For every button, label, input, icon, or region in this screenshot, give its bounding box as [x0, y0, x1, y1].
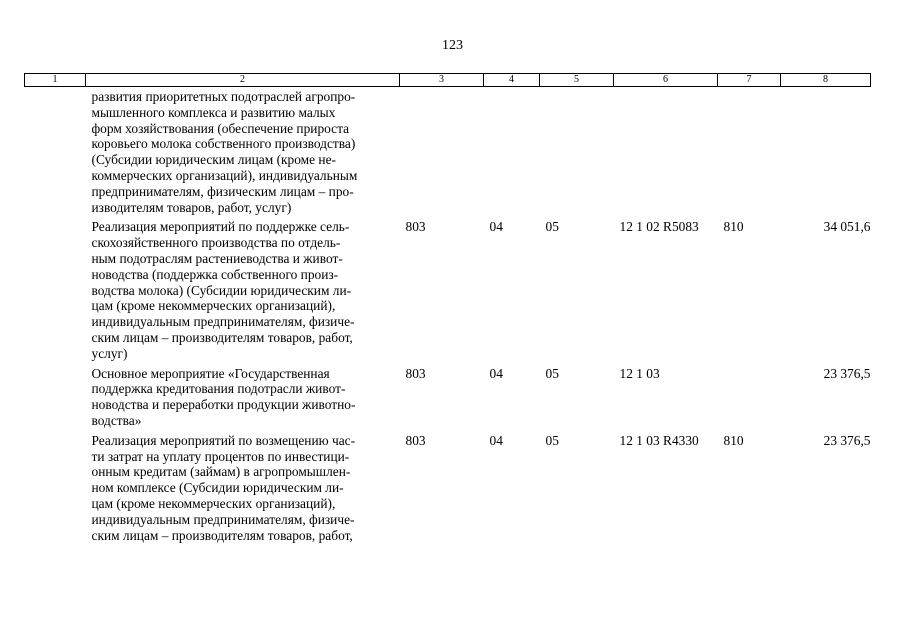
expense-type-code — [718, 364, 781, 431]
expense-type-code: 810 — [723, 432, 744, 448]
row-number-cell — [25, 431, 86, 546]
subsection-code: 05 — [545, 432, 559, 448]
subsection-code: 05 — [545, 219, 559, 235]
budget-table — [24, 73, 871, 545]
table-row — [25, 87, 871, 218]
page-number: 123 — [442, 38, 463, 53]
ministry-code: 803 — [405, 219, 426, 235]
ministry-code: 803 — [405, 432, 426, 448]
section-code: 04 — [489, 219, 503, 235]
ministry-code: 803 — [405, 365, 426, 381]
row-number-cell — [25, 87, 86, 218]
column-header: 7 — [718, 74, 781, 87]
subsection-code — [540, 87, 614, 218]
column-header: 1 — [25, 74, 86, 87]
row-name: Основное мероприятие «Государственная поддержка кредитования подотрасли живот- новодства и переработки продукции животно- водства» — [91, 365, 356, 428]
target-article-code: 12 1 03 — [619, 365, 660, 381]
table-row — [25, 431, 871, 546]
column-header: 2 — [86, 74, 400, 87]
subsection-code: 05 — [545, 365, 559, 381]
column-header: 4 — [484, 74, 540, 87]
amount: 34 051,6 — [823, 219, 871, 235]
row-name: развития приоритетных подотраслей агропро- мышленного комплекса и развитию малых форм хозяйствования (обеспечение прироста коровьего молока собственного производства) (Субсидии юридическим лицам (кроме не- коммерческих организаций), индивидуальным предпринимателям, физическим лицам – про- изводителям товаров, работ, услуг) — [91, 89, 358, 215]
section-code: 04 — [489, 365, 503, 381]
column-header: 3 — [400, 74, 484, 87]
ministry-code — [400, 87, 484, 218]
column-header: 8 — [781, 74, 871, 87]
row-number-cell — [25, 364, 86, 431]
row-name: Реализация мероприятий по поддержке сель- скохозяйственного производства по отдель- ным подотраслям растениеводства и живот- новодства (поддержка собственного произ- водства молока) (Субсидии юридическим ли- цам (кроме некоммерческих организаций), индивидуальным предпринимателям, физиче- ским лицам – производителям товаров, работ, услуг) — [91, 219, 355, 361]
section-code — [484, 87, 540, 218]
table-row — [25, 217, 871, 363]
target-article-code: 12 1 03 R4330 — [619, 432, 699, 448]
amount: 23 376,5 — [823, 365, 871, 381]
column-header: 5 — [540, 74, 614, 87]
amount — [781, 87, 871, 218]
table-row — [25, 364, 871, 431]
column-header: 6 — [614, 74, 718, 87]
column-number-header-row — [25, 74, 871, 87]
target-article-code: 12 1 02 R5083 — [619, 219, 699, 235]
row-number-cell — [25, 217, 86, 363]
amount: 23 376,5 — [823, 432, 871, 448]
target-article-code — [614, 87, 718, 218]
expense-type-code — [718, 87, 781, 218]
row-name: Реализация мероприятий по возмещению час- ти затрат на уплату процентов по инвестици- онным кредитам (займам) в агропромышлен- ном комплексе (Субсидии юридическим ли- цам (кроме некоммерческих организаций), индивидуальным предпринимателям, физиче- ским лицам – производителям товаров, работ, — [91, 432, 356, 543]
expense-type-code: 810 — [723, 219, 744, 235]
section-code: 04 — [489, 432, 503, 448]
